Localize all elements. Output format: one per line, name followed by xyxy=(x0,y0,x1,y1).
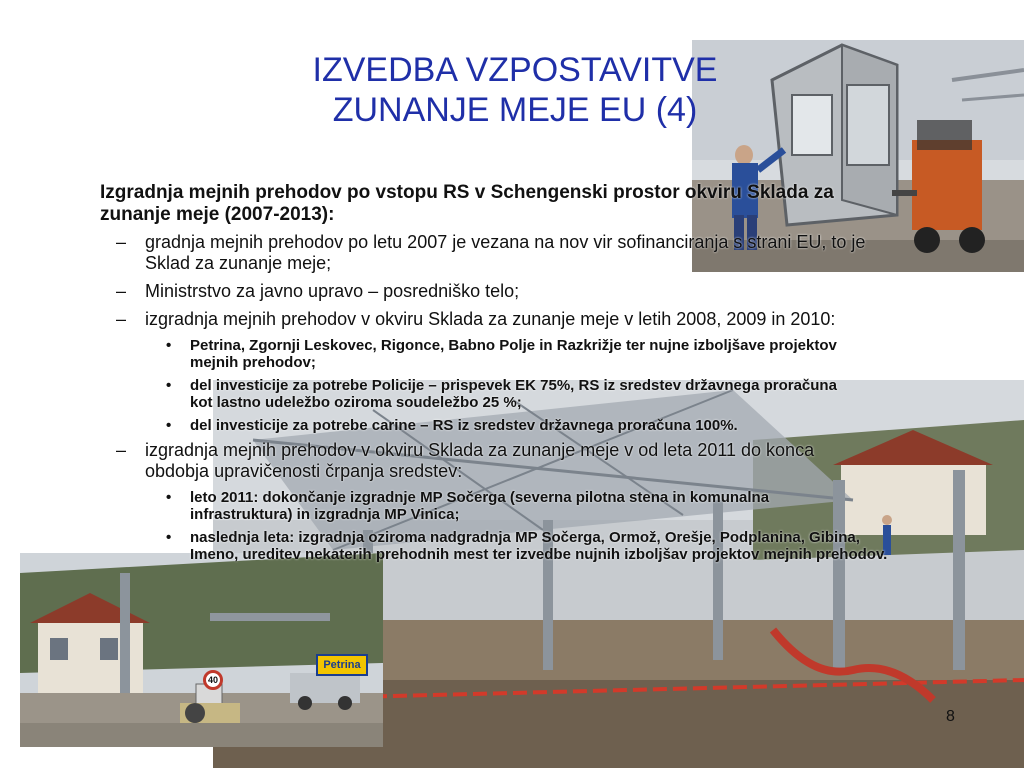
speed-limit-value: 40 xyxy=(207,675,218,685)
slide-body xyxy=(100,182,900,569)
list-item xyxy=(100,232,883,274)
list-item xyxy=(100,440,845,482)
list-item xyxy=(100,309,883,330)
petrina-sign-text: Petrina xyxy=(323,659,361,671)
sub-list-item xyxy=(100,529,890,563)
sub-list-item xyxy=(100,417,870,434)
speed-limit-sign xyxy=(203,670,223,690)
sub-list-item-text: del investicije za potrebe Policije – prispevek EK 75%, RS iz sredstev državnega proračuna kot lastno udeležbo oziroma soudeležbo 25 %; xyxy=(190,377,837,411)
list-item-text: gradnja mejnih prehodov po letu 2007 je vezana na nov vir sofinanciranja s strani EU, to je Sklad za zunanje meje; xyxy=(145,232,866,273)
list-item-text: izgradnja mejnih prehodov v okviru Sklada za zunanje meje v od leta 2011 do konca obdobja upravičenosti črpanja sredstev: xyxy=(145,440,815,481)
petrina-sign xyxy=(316,654,368,676)
sub-list-item xyxy=(100,377,854,411)
sub-list-item-text: naslednja leta: izgradnja oziroma nadgradnja MP Sočerga, Ormož, Orešje, Podplanina, Gibina, Imeno, ureditev nekaterih prehodnih mest ter izvedbe nujnih izboljšav projektov mejnih prehodov. xyxy=(190,529,888,563)
list-item xyxy=(100,281,900,302)
sub-list-item xyxy=(100,337,854,371)
photo-petrina-street xyxy=(20,553,383,747)
sub-list-item-text: leto 2011: dokončanje izgradnje MP Sočerga (severna pilotna stena in komunalna infrastruktura) in izgradnja MP Vinica; xyxy=(190,489,770,523)
page-number: 8 xyxy=(946,708,955,725)
slide-title xyxy=(200,50,830,130)
sub-list-item-text: del investicije za potrebe carine – RS iz sredstev državnega proračuna 100%. xyxy=(190,417,738,434)
sub-list-item-text: Petrina, Zgornji Leskovec, Rigonce, Babno Polje in Razkrižje ter nujne izboljšave projektov mejnih prehodov; xyxy=(190,337,837,371)
list-item-text: Ministrstvo za javno upravo – posredniško telo; xyxy=(145,281,520,301)
section-heading-text: Izgradnja mejnih prehodov po vstopu RS v Schengenski prostor okviru Sklada za zunanje meje (2007-2013): xyxy=(100,182,834,225)
title-line-2: ZUNANJE MEJE EU (4) xyxy=(332,91,698,129)
section-heading xyxy=(100,182,900,226)
list-item-text: izgradnja mejnih prehodov v okviru Sklada za zunanje meje v letih 2008, 2009 in 2010: xyxy=(145,309,836,329)
title-line-1: IZVEDBA VZPOSTAVITVE xyxy=(312,51,718,89)
sub-list-item xyxy=(100,489,854,523)
